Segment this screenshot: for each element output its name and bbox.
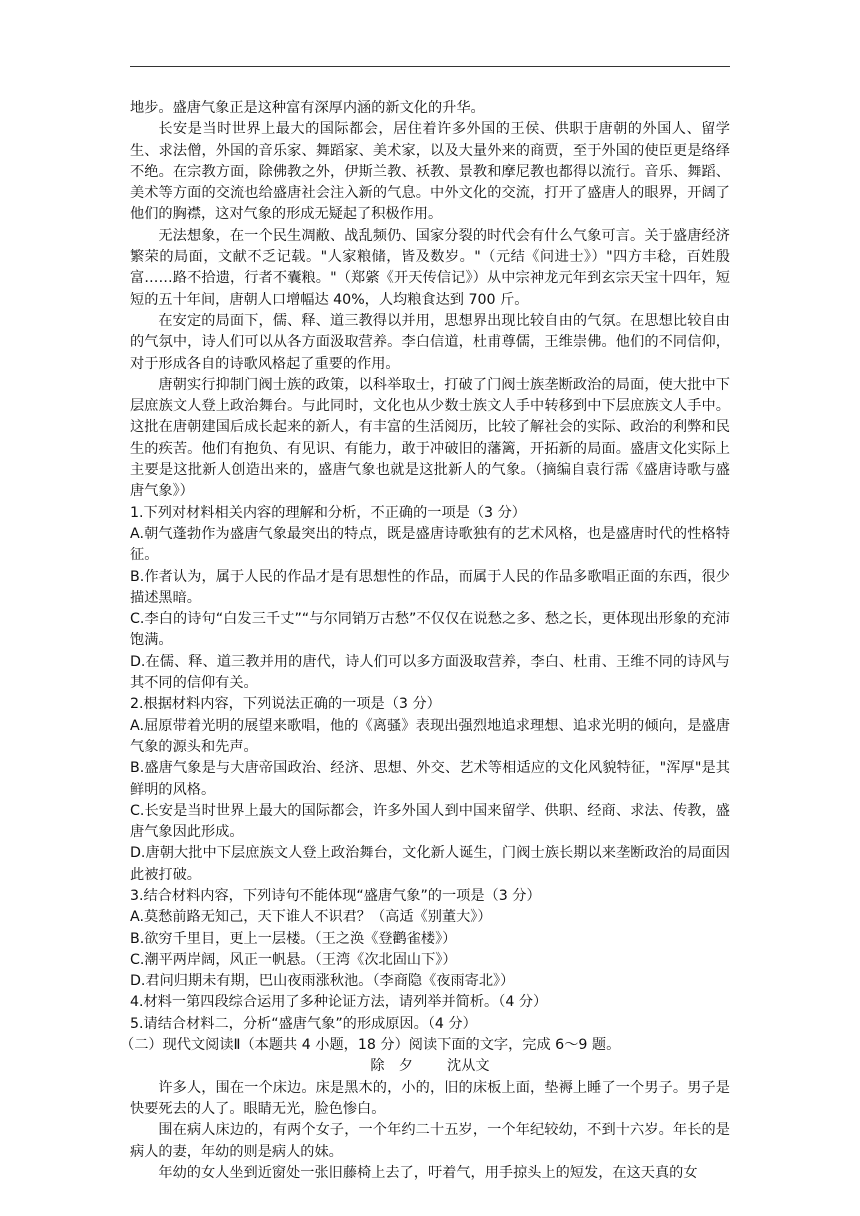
question-option: C.李白的诗句“白发三千丈”“与尔同销万古愁”不仅仅在说愁之多、愁之长，更体现出形象的充沛饱满。: [130, 611, 730, 649]
page-content: [120, 98, 730, 1184]
body-paragraph: 地步。盛唐气象正是这种富有深厚内涵的新文化的升华。: [130, 100, 485, 116]
question-option: D.君问归期未有期，巴山夜雨涨秋池。（李商隐《夜雨寄北》）: [130, 973, 515, 990]
story-title-line: [130, 1056, 730, 1077]
question-option: D.唐朝大批中下层庶族文人登上政治舞台，文化新人诞生，门阀士族长期以来垄断政治的局面因此被打破。: [130, 845, 730, 883]
header-rule: [130, 66, 730, 67]
section-header: （二）现代文阅读Ⅱ（本题共 4 小题，18 分）阅读下面的文字，完成 6～9 题。: [120, 1037, 621, 1054]
question-2: 2.根据材料内容，下列说法正确的一项是（3 分）: [130, 696, 441, 713]
question-option: B.盛唐气象是与大唐帝国政治、经济、思想、外交、艺术等相适应的文化风貌特征，"浑厚"是其鲜明的风格。: [130, 760, 730, 798]
story-author: 沈从文: [447, 1058, 490, 1075]
body-paragraph: 长安是当时世界上最大的国际都会，居住着许多外国的王侯、供职于唐朝的外国人、留学生、求法僧，外国的音乐家、舞蹈家、美术家，以及大量外来的商贾，至于外国的使臣更是络绎不绝。在宗教方面，除佛教之外，伊斯兰教、袄教、景教和摩尼教也都得以流行。音乐、舞蹈、美术等方面的交流也给盛唐社会注入新的气息。中外文化的交流，打开了盛唐人的眼界，开阔了他们的胸襟，这对气象的形成无疑起了积极作用。: [130, 121, 730, 223]
question-1: 1.下列对材料相关内容的理解和分析，不正确的一项是（3 分）: [130, 504, 526, 521]
question-option: A.莫愁前路无知己，天下谁人不识君？（高适《别董大》）: [130, 909, 492, 926]
question-option: A.屈原带着光明的展望来歌唱，他的《离骚》表现出强烈地追求理想、追求光明的倾向，是盛唐气象的源头和先声。: [130, 717, 730, 755]
question-option: B.欲穷千里目，更上一层楼。（王之涣《登鹳雀楼》）: [130, 930, 457, 947]
question-5: 5.请结合材料二，分析“盛唐气象”的形成原因。（4 分）: [130, 1015, 477, 1032]
question-option: C.长安是当时世界上最大的国际都会，许多外国人到中国来留学、供职、经商、求法、传教，盛唐气象因此形成。: [130, 802, 730, 841]
story-title: 除 夕: [370, 1058, 413, 1075]
story-paragraph: 年幼的女人坐到近窗处一张旧藤椅上去了，吁着气，用手掠头上的短发，在这天真的女: [158, 1164, 698, 1181]
question-4: 4.材料一第四段综合运用了多种论证方法，请列举并简析。（4 分）: [130, 994, 548, 1011]
question-option: B.作者认为，属于人民的作品才是有思想性的作品，而属于人民的作品多歌唱正面的东西，很少描述黑暗。: [130, 568, 730, 606]
story-paragraph: 围在病人床边的，有两个女子，一个年约二十五岁，一个年纪较幼，不到十六岁。年长的是病人的妻，年幼的则是病人的妹。: [130, 1122, 730, 1160]
question-option: D.在儒、释、道三教并用的唐代，诗人们可以多方面汲取营养，李白、杜甫、王维不同的诗风与其不同的信仰有关。: [130, 653, 730, 692]
story-paragraph: 许多人，围在一个床边。床是黑木的，小的，旧的床板上面，垫褥上睡了一个男子。男子是快要死去的人了。眼睛无光，脸色惨白。: [130, 1079, 730, 1117]
body-paragraph: 在安定的局面下，儒、释、道三教得以并用，思想界出现比较自由的气氛。在思想比较自由的气氛中，诗人们可以从各方面汲取营养。李白信道，杜甫尊儒，王维崇佛。他们的不同信仰，对于形成各自的诗歌风格起了重要的作用。: [130, 312, 730, 372]
question-option: C.潮平两岸阔，风正一帆悬。（王湾《次北固山下》）: [130, 951, 457, 968]
body-paragraph: 唐朝实行抑制门阀士族的政策，以科举取士，打破了门阀士族垄断政治的局面，使大批中下层庶族文人登上政治舞台。与此同时，文化也从少数士族文人手中转移到中下层庶族文人手中。这批在唐朝建国后成长起来的新人，有丰富的生活阅历，比较了解社会的实际、政治的利弊和民生的疾苦。他们有抱负、有见识、有能力，敢于冲破旧的藩篱，开拓新的局面。盛唐文化实际上主要是这批新人创造出来的，盛唐气象也就是这批新人的气象。（摘编自袁行霈《盛唐诗歌与盛唐气象》）: [130, 376, 730, 500]
body-paragraph: 无法想象，在一个民生凋敝、战乱频仍、国家分裂的时代会有什么气象可言。关于盛唐经济繁荣的局面，文献不乏记载。"人家粮储，皆及数岁。"（元结《问进士》）"四方丰稔，百姓殷富……路不拾遗，行者不囊粮。"（郑綮《开天传信记》）从中宗神龙元年到玄宗天宝十四年，短短的五十年间，唐朝人口增幅达 40%，人均粮食达到 700 斤。: [130, 227, 730, 308]
question-option: A.朝气蓬勃作为盛唐气象最突出的特点，既是盛唐诗歌独有的艺术风格，也是盛唐时代的性格特征。: [130, 525, 730, 564]
question-3: 3.结合材料内容，下列诗句不能体现“盛唐气象”的一项是（3 分）: [130, 887, 541, 904]
